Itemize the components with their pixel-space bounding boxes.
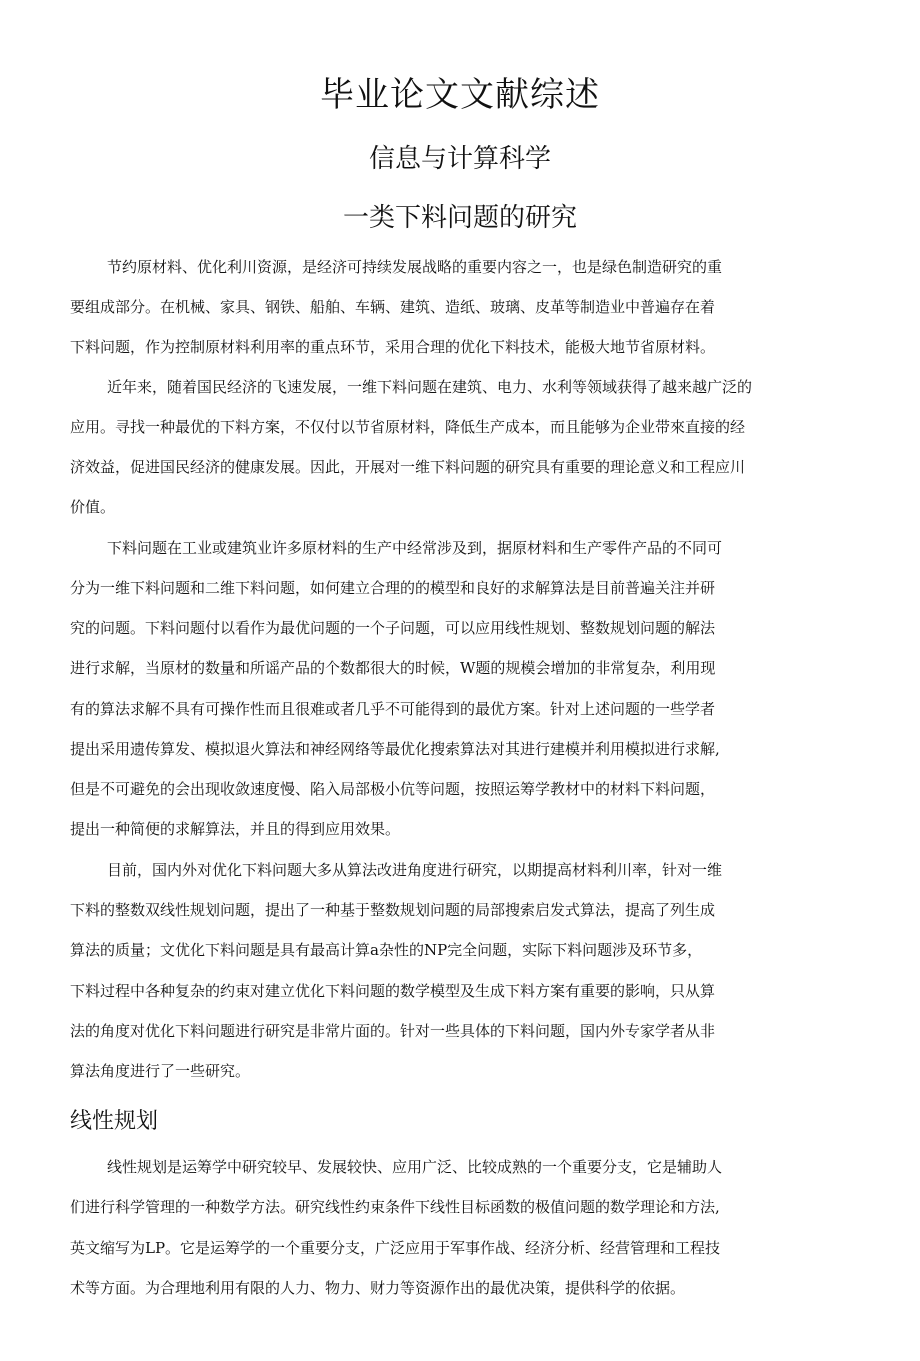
paragraph-line: 分为一维下料问题和二维下料问题，如何建立合理的的模型和良好的求解算法是目前普遍关注并研 — [70, 579, 716, 597]
paragraph-line: 应用。寻找一种最优的下料方案，不仅付以节省原材料，降低生产成本，而且能够为企业带來直接的经 — [70, 418, 746, 436]
major-subtitle: 信息与计算科学 — [368, 144, 551, 174]
paragraph-line: 有的算法求解不具有可操作性而且很难或者几乎不可能得到的最优方案。针对上述问题的一些学者 — [70, 700, 716, 718]
topic-subtitle: 一类下料问题的研究 — [342, 203, 577, 233]
paragraph-line: 下料过程中各种复杂的约束对建立优化下料问题的数学模型及生成下料方案有重要的影响，只从算 — [70, 982, 716, 1000]
paragraph-line: 提出一种简便的求解算法，并且的得到应用效果。 — [70, 820, 401, 838]
paragraph-line: 们进行科学管理的一种数学方法。研究线性约束条件下线性目标函数的极值问题的数学理论和方法, — [70, 1198, 720, 1216]
paragraph-line: 进行求解，当原材的数量和所谣产品的个数都很大的时候，W题的规模会增加的非常复杂，利用现 — [70, 659, 716, 677]
paragraph-line: 下料问题，作为控制原材料利用率的重点环节，采用合理的优化下料技术，能极大地节省原材料。 — [70, 338, 716, 356]
paragraph-line: 价值。 — [70, 498, 116, 516]
paragraph-line: 算法角度进行了一些研究。 — [70, 1062, 251, 1080]
paragraph-line: 线性规划是运筹学中研究较早、发展较快、应用广泛、比较成熟的一个重要分支，它是辅助人 — [107, 1158, 723, 1176]
paragraph-line: 英文缩写为LP。它是运筹学的一个重要分支，广泛应用于军事作战、经济分析、经营管理和工程技 — [70, 1239, 721, 1257]
paragraph-line: 究的问题。下料问题付以看作为最优问题的一个子问题，可以应用线性规划、整数规划问题的解法 — [70, 619, 716, 637]
paragraph-line: 下料问题在工业或建筑业许多原材料的生产中经常涉及到，据原材料和生产零件产品的不同可 — [107, 539, 723, 557]
paragraph-line: 济效益，促进国民经济的健康发展。因此，开展对一维下料问题的研究具有重要的理论意义和工程应川 — [70, 458, 746, 476]
paragraph-line: 但是不可避免的会出现收敛速度慢、陷入局部极小伉等问题，按照运筹学教材中的材料下料问题， — [70, 780, 716, 798]
paragraph-line: 下料的整数双线性规划问题，提出了一种基于整数规划问题的局部搜索启发式算法，提高了列生成 — [70, 901, 716, 919]
paragraph-line: 算法的质量；文优化下料问题是具有最高计算a杂性的NP完全问题，实际下料问题涉及环节多， — [70, 941, 703, 959]
paragraph-line: 目前，国内外对优化下料问题大多从算法改进角度进行研究，以期提高材料利川率，针对一维 — [107, 861, 723, 879]
section-heading: 线性规划 — [70, 1109, 159, 1134]
paragraph-line: 术等方面。为合理地利用有限的人力、物力、财力等资源作出的最优决策，提供科学的依据。 — [70, 1279, 686, 1297]
paragraph-line: 近年来，随着国民经济的飞速发展，一维下料问题在建筑、电力、水利等领域获得了越来越广泛的 — [107, 378, 753, 396]
paragraph-line: 提出采用遗传算发、模拟退火算法和神经网络等最优化搜索算法对其进行建模并利用模拟进行求解, — [70, 740, 720, 758]
paragraph-line: 节约原材料、优化利川资源，是经济可持续发展战略的重要内容之一，也是绿色制造研究的重 — [107, 258, 723, 276]
paragraph-line: 要组成部分。在机械、家具、钢铁、船舶、车辆、建筑、造纸、玻璃、皮革等制造业中普遍存在着 — [70, 298, 716, 316]
document-title: 毕业论文文献综述 — [320, 75, 600, 115]
paragraph-line: 法的角度对优化下料问题进行研究是非常片面的。针对一些具体的下料问题，国内外专家学者从非 — [70, 1022, 716, 1040]
